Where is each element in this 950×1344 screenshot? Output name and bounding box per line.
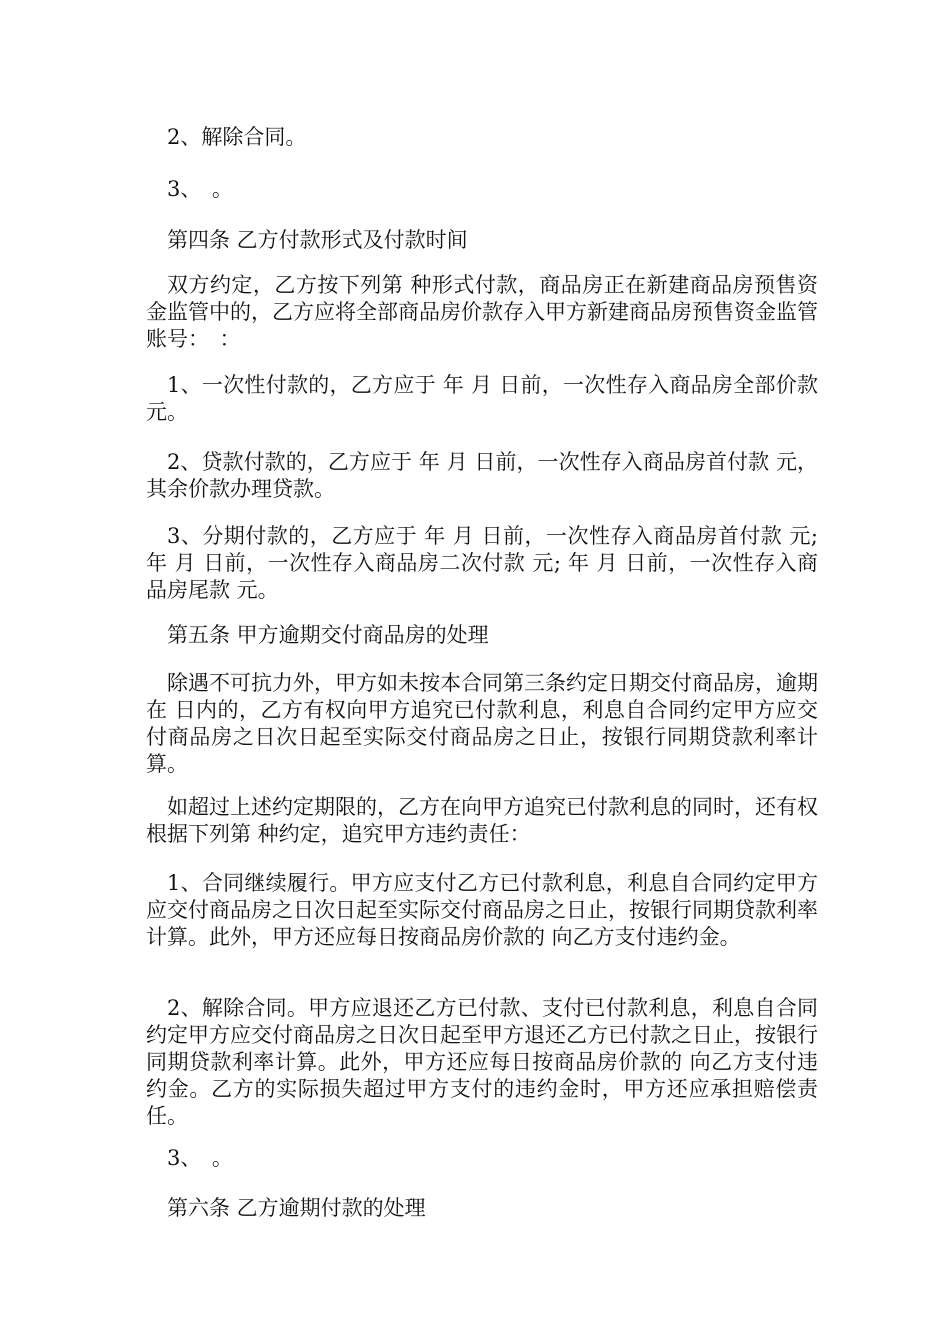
article-5-intro: 除遇不可抗力外，甲方如未按本合同第三条约定日期交付商品房，逾期在 日内的，乙方有权向甲方追究已付款利息，利息自合同约定甲方应交付商品房之日次日起至实际交付商品房之日止，按银行同期贷款利率计算。 xyxy=(146,671,818,776)
article-4-heading: 第四条 乙方付款形式及付款时间 xyxy=(167,228,468,252)
article-5-exceed-clause: 如超过上述约定期限的，乙方在向甲方追究已付款利息的同时，还有权根据下列第 种约定，追究甲方违约责任： xyxy=(146,795,818,846)
remedy-continue-contract: 1、合同继续履行。甲方应支付乙方已付款利息，利息自合同约定甲方应交付商品房之日次日起至实际交付商品房之日止，按银行同期贷款利率计算。此外，甲方还应每日按商品房价款的 向乙方支付违约金。 xyxy=(146,871,818,949)
remedy-terminate-contract: 2、解除合同。甲方应退还乙方已付款、支付已付款利息，利息自合同约定甲方应交付商品房之日次日起至甲方退还乙方已付款之日止，按银行同期贷款利率计算。此外，甲方还应每日按商品房价款的 向乙方支付违约金。乙方的实际损失超过甲方支付的违约金时，甲方还应承担赔偿责任。 xyxy=(146,996,818,1128)
article-6-heading: 第六条 乙方逾期付款的处理 xyxy=(167,1196,426,1220)
payment-option-lump-sum: 1、一次性付款的，乙方应于 年 月 日前，一次性存入商品房全部价款 元。 xyxy=(146,373,825,424)
article-5-heading: 第五条 甲方逾期交付商品房的处理 xyxy=(167,623,489,647)
remedy-blank-3: 3、 。 xyxy=(167,1146,233,1170)
list-item-blank-3: 3、 。 xyxy=(167,177,233,201)
article-4-intro: 双方约定，乙方按下列第 种形式付款，商品房正在新建商品房预售资金监管中的，乙方应将全部商品房价款存入甲方新建商品房预售资金监管账号： ： xyxy=(146,273,818,351)
payment-option-installments: 3、分期付款的，乙方应于 年 月 日前，一次性存入商品房首付款 元; 年 月 日前，一次性存入商品房二次付款 元; 年 月 日前，一次性存入商品房尾款 元。 xyxy=(146,524,825,602)
list-item-terminate-contract: 2、解除合同。 xyxy=(167,125,307,149)
payment-option-loan: 2、贷款付款的，乙方应于 年 月 日前，一次性存入商品房首付款 元，其余价款办理贷款。 xyxy=(146,450,818,501)
